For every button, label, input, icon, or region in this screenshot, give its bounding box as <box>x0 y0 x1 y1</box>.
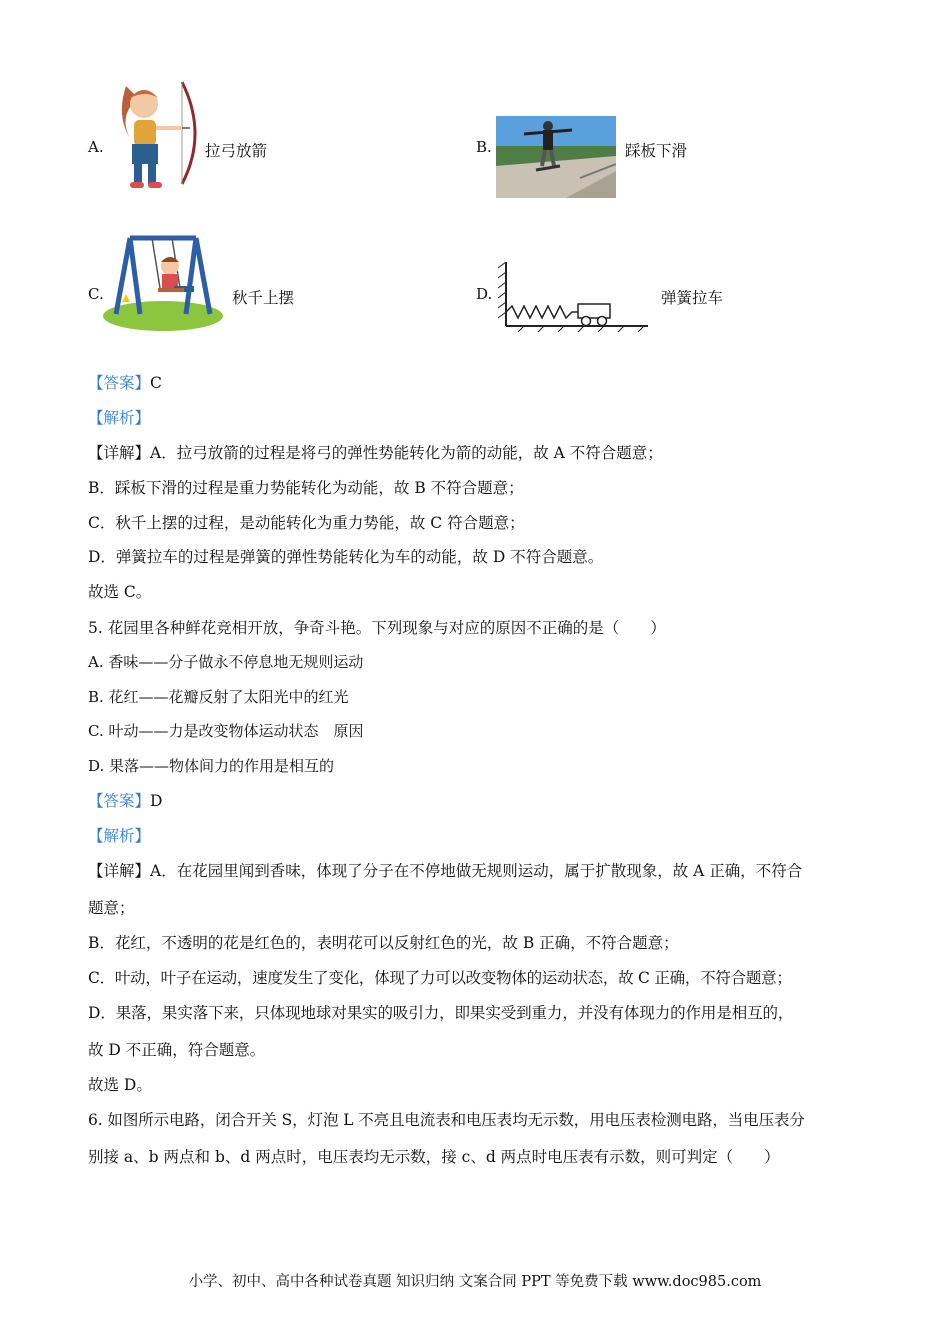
girl-archer-icon <box>108 76 203 194</box>
q5-line-d: D．果落，果实落下来，只体现地球对果实的吸引力，即果实受到重力，并没有体现力的作用是相互的， <box>88 1004 794 1022</box>
q5-detail-line <box>88 859 802 881</box>
q5-conclusion: 故选 D。 <box>88 1076 152 1094</box>
q5-detail-text: A．在花园里闻到香味，体现了分子在不停地做无规则运动，属于扩散现象，故 A 正确，不符合 <box>150 862 803 880</box>
option-b-letter: B. <box>476 138 492 156</box>
option-a-letter: A. <box>88 138 104 156</box>
q4-line-b: B．踩板下滑的过程是重力势能转化为动能，故 B 不符合题意； <box>88 479 524 497</box>
q5-stem: 5. 花园里各种鲜花竞相开放，争奇斗艳。下列现象与对应的原因不正确的是（ ） <box>88 619 666 637</box>
q5-line-b: B．花红，不透明的花是红色的，表明花可以反射红色的光，故 B 正确，不符合题意； <box>88 934 679 952</box>
q4-answer-value: C <box>150 374 162 392</box>
option-c-caption: 秋千上摆 <box>232 289 295 307</box>
page-footer: 小学、初中、高中各种试卷真题 知识归纳 文案合同 PPT 等免费下载 www.doc985.com <box>188 1274 762 1290</box>
q4-answer <box>88 371 162 393</box>
q4-analysis-label: 【解析】 <box>88 409 151 427</box>
q5-answer <box>88 789 162 811</box>
q5-choice-c: C. 叶动——力是改变物体运动状态 原因 <box>88 722 364 740</box>
child-swing-icon <box>102 232 224 332</box>
q4-detail-line <box>88 441 663 463</box>
q4-answer-label: 【答案】 <box>88 374 151 392</box>
q6-stem-line1: 6. 如图所示电路，闭合开关 S，灯泡 L 不亮且电流表和电压表均无示数，用电压表检测电路，当电压表分 <box>88 1111 805 1129</box>
q4-conclusion: 故选 C。 <box>88 583 152 601</box>
q5-choice-a: A. 香味——分子做永不停息地无规则运动 <box>88 653 364 671</box>
q6-stem-line2: 别接 a、b 两点和 b、d 两点时，电压表均无示数，接 c、d 两点时电压表有示数，则可判定（ ） <box>88 1148 780 1166</box>
q5-choice-b: B. 花红——花瓣反射了太阳光中的红光 <box>88 688 349 706</box>
q5-detail-label: 【详解】 <box>88 862 151 880</box>
q5-line-c: C．叶动，叶子在运动，速度发生了变化，体现了力可以改变物体的运动状态，故 C 正确，不符合题意； <box>88 969 792 987</box>
option-b-caption: 踩板下滑 <box>625 142 688 160</box>
q5-answer-value: D <box>150 792 163 810</box>
q5-answer-label: 【答案】 <box>88 792 151 810</box>
option-d-caption: 弹簧拉车 <box>661 289 724 307</box>
q4-line-d: D．弹簧拉车的过程是弹簧的弹性势能转化为车的动能，故 D 不符合题意。 <box>88 548 604 566</box>
spring-cart-icon <box>498 258 650 332</box>
option-d-letter: D. <box>476 285 493 303</box>
q4-line-c: C．秋千上摆的过程，是动能转化为重力势能，故 C 符合题意； <box>88 514 525 532</box>
skateboarder-photo <box>496 116 616 198</box>
q4-detail-text: A．拉弓放箭的过程是将弓的弹性势能转化为箭的动能，故 A 不符合题意； <box>150 444 663 462</box>
q4-detail-label: 【详解】 <box>88 444 151 462</box>
q5-line-d-cont: 故 D 不正确，符合题意。 <box>88 1041 266 1059</box>
q5-detail-cont: 题意； <box>88 899 135 917</box>
option-a-caption: 拉弓放箭 <box>205 142 268 160</box>
option-c-letter: C. <box>88 285 104 303</box>
q5-choice-d: D. 果落——物体间力的作用是相互的 <box>88 757 335 775</box>
q5-analysis-label: 【解析】 <box>88 827 151 845</box>
